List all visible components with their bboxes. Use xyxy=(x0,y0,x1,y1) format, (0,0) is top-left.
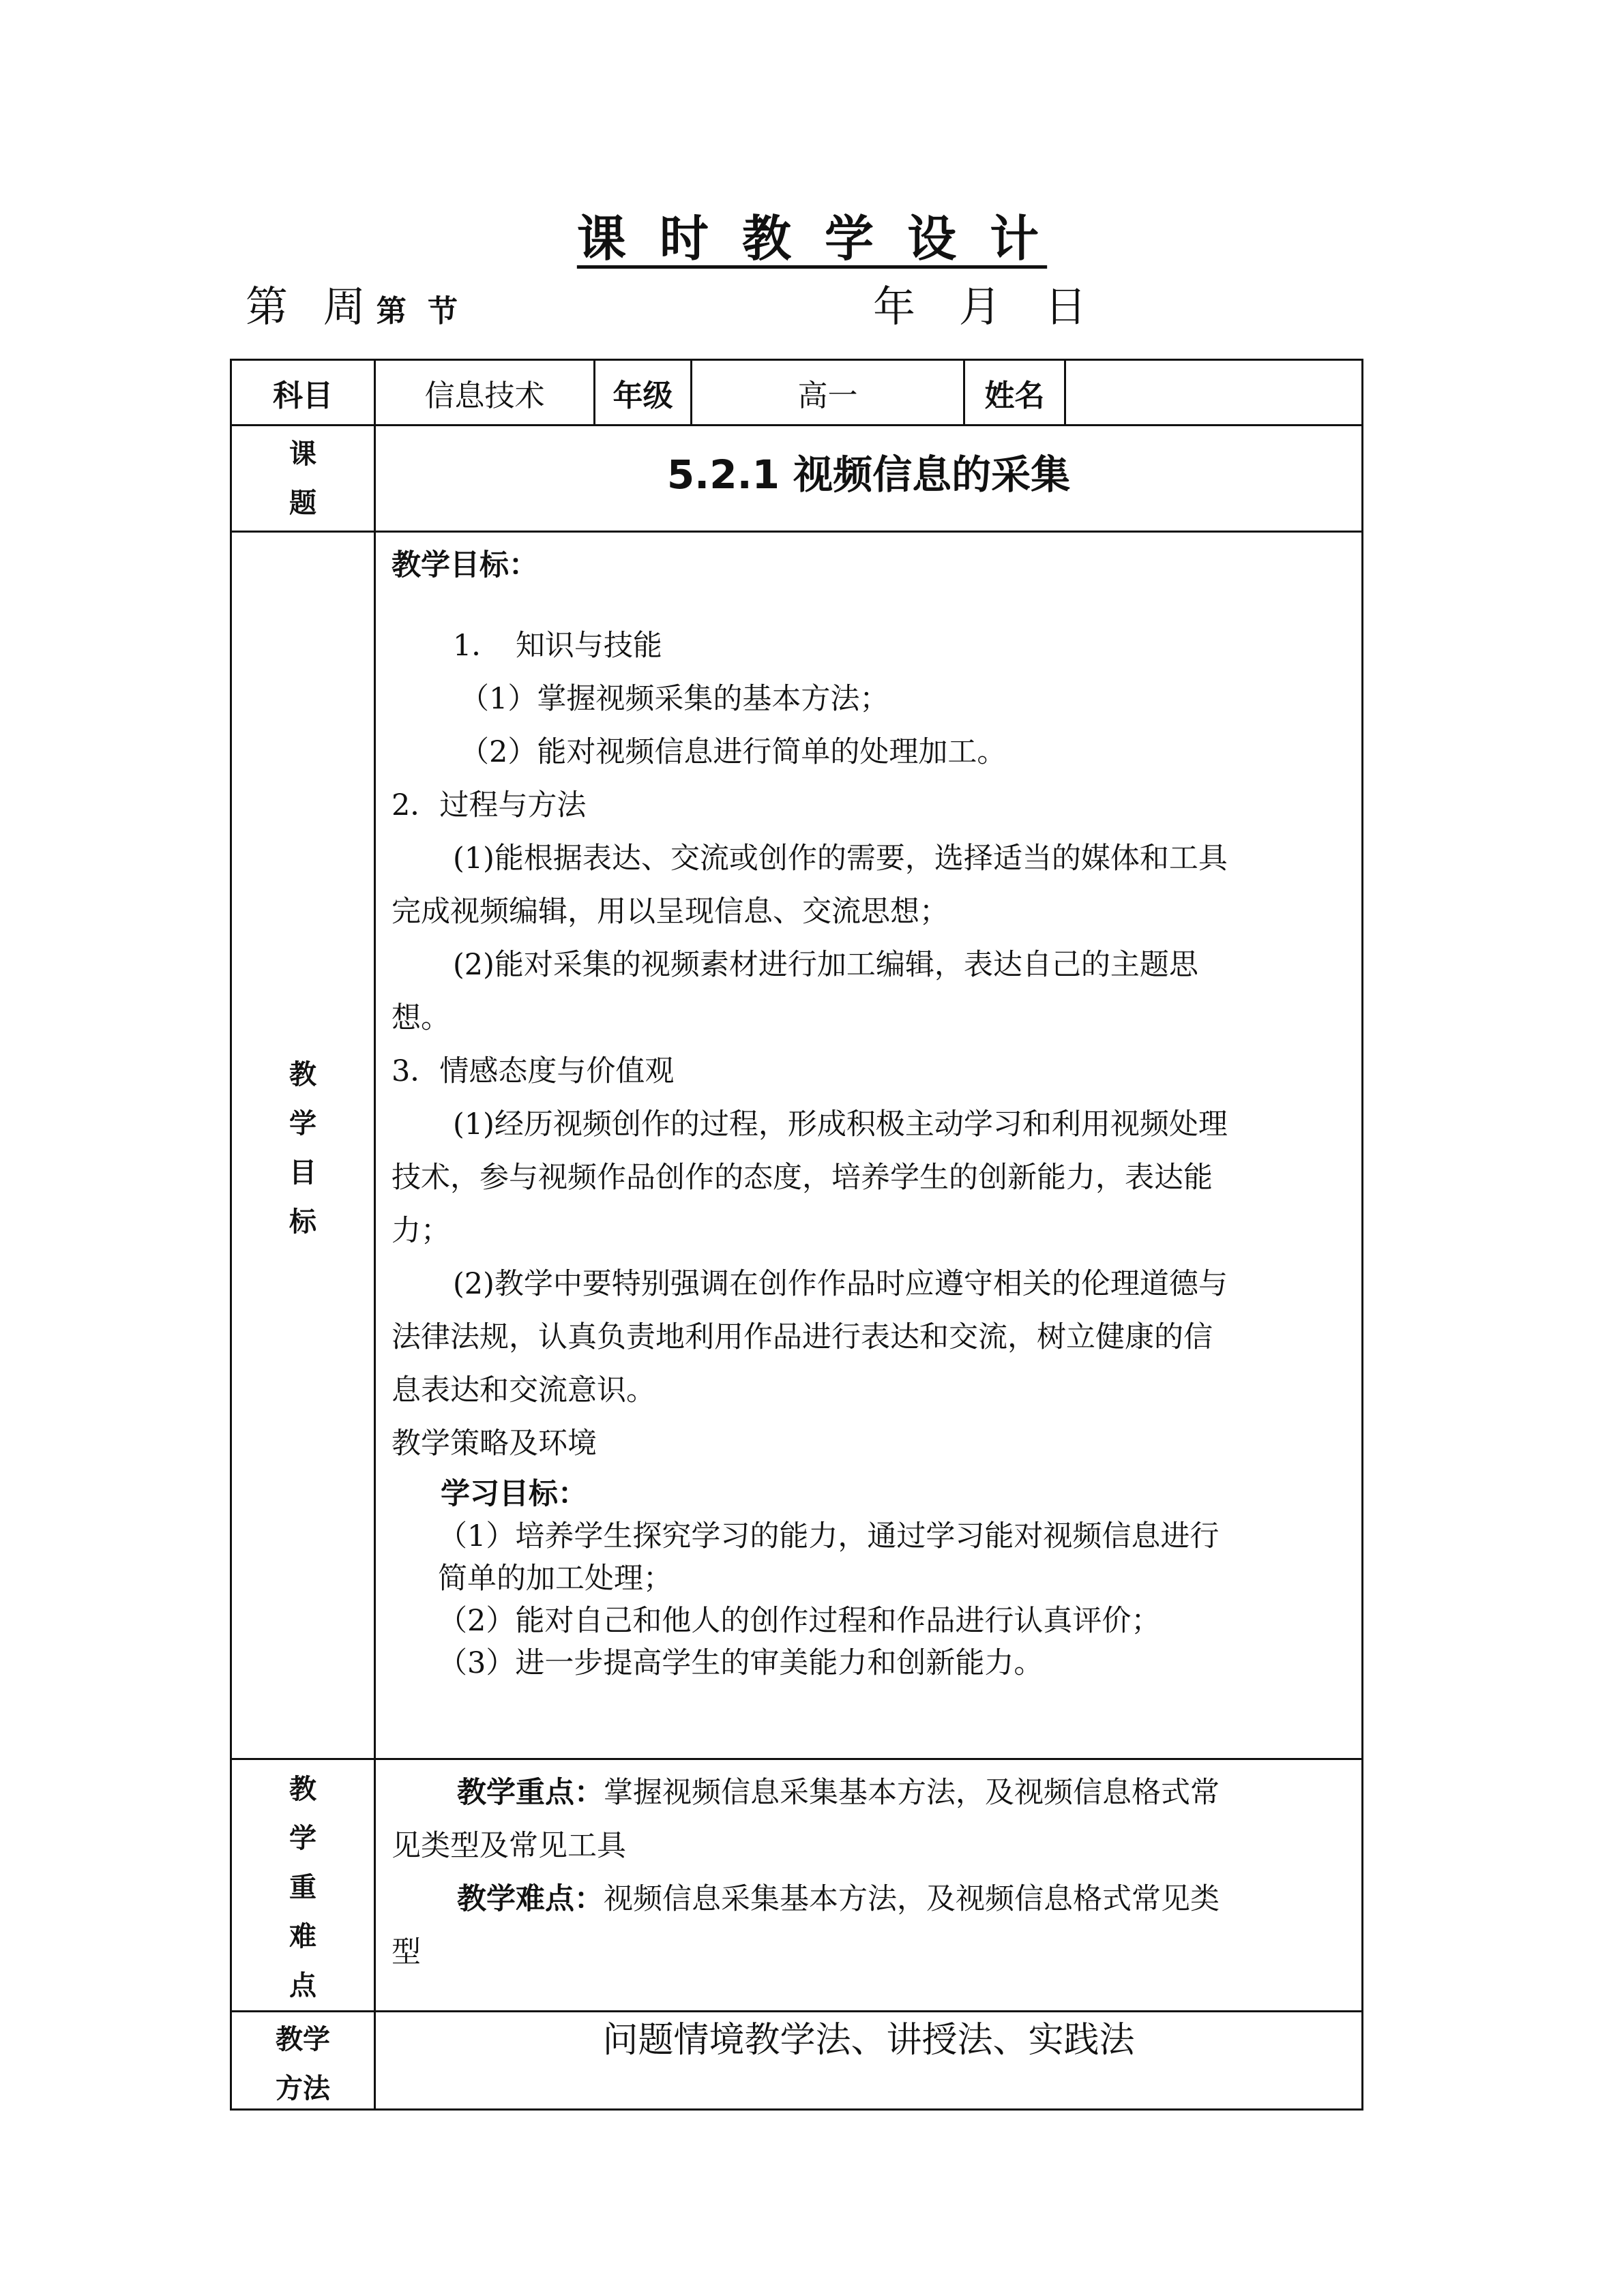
key-points-label: 教 学 重 难 点 xyxy=(289,1774,316,2001)
focus-text: 掌握视频信息采集基本方法，及视频信息格式常 xyxy=(604,1776,1220,1810)
strategy-heading: 教学策略及环境 xyxy=(392,1427,597,1461)
week-text: 第 周 xyxy=(246,282,377,331)
focus-label: 教学重点： xyxy=(457,1776,604,1810)
difficulty-line-b: 型 xyxy=(392,1935,421,1969)
focus-line-b: 见类型及常见工具 xyxy=(392,1829,626,1863)
learning-item-1b: 简单的加工处理； xyxy=(438,1562,673,1596)
subject-value: 信息技术 xyxy=(424,378,545,413)
emotion-item-2b: 法律法规，认真负责地利用作品进行表达和交流，树立健康的信 xyxy=(392,1320,1213,1354)
difficulty-text: 视频信息采集基本方法，及视频信息格式常见类 xyxy=(604,1882,1220,1916)
week-section-line xyxy=(246,273,463,333)
emotion-item-2a: (2)教学中要特别强调在创作作品时应遵守相关的伦理道德与 xyxy=(453,1267,1228,1301)
table-border-row1 xyxy=(230,424,1363,426)
process-item-2b: 想。 xyxy=(392,1001,450,1035)
table-border-row4 xyxy=(230,2010,1363,2012)
process-item-2a: (2)能对采集的视频素材进行加工编辑，表达自己的主题思 xyxy=(453,948,1198,982)
methods-value: 问题情境教学法、讲授法、实践法 xyxy=(602,2020,1135,2061)
emotion-item-1a: (1)经历视频创作的过程，形成积极主动学习和利用视频处理 xyxy=(453,1107,1228,1142)
process-title: 2．过程与方法 xyxy=(392,788,587,822)
name-label: 姓名 xyxy=(984,378,1045,413)
emotion-item-2c: 息表达和交流意识。 xyxy=(392,1373,655,1407)
knowledge-item-2: （2）能对视频信息进行简单的处理加工。 xyxy=(460,735,1007,769)
objectives-label: 教 学 目 标 xyxy=(289,1059,316,1238)
table-border-bottom xyxy=(230,2108,1363,2111)
difficulty-label: 教学难点： xyxy=(457,1882,604,1916)
learning-goals xyxy=(392,1473,1353,1684)
knowledge-item-1: （1）掌握视频采集的基本方法； xyxy=(460,682,889,716)
emotion-item-1c: 力； xyxy=(392,1214,450,1248)
table-border-right xyxy=(1361,359,1363,2111)
knowledge-title: 1． 知识与技能 xyxy=(453,629,662,663)
objectives-heading: 教学目标： xyxy=(392,548,538,582)
difficulty-line-a xyxy=(392,1873,1353,1926)
learning-item-2: （2）能对自己和他人的创作过程和作品进行认真评价； xyxy=(438,1604,1161,1638)
grade-value: 高一 xyxy=(797,378,858,413)
process-item-1b: 完成视频编辑，用以呈现信息、交流思想； xyxy=(392,895,949,929)
methods-label: 教学 方法 xyxy=(276,2024,330,2104)
table-border-row3 xyxy=(230,1758,1363,1760)
objectives-content xyxy=(392,539,1353,1684)
learning-item-3: （3）进一步提高学生的审美能力和创新能力。 xyxy=(438,1646,1044,1680)
grade-label: 年级 xyxy=(612,378,673,413)
emotion-title: 3．情感态度与价值观 xyxy=(392,1054,675,1088)
key-points-content xyxy=(392,1766,1353,1979)
learning-heading: 学习目标： xyxy=(441,1477,587,1511)
table-border-row2 xyxy=(230,531,1363,533)
page-title: 课 时 教 学 设 计 xyxy=(576,210,1048,267)
subject-label: 科目 xyxy=(273,378,333,413)
emotion-item-1b: 技术，参与视频作品创作的态度，培养学生的创新能力，表达能 xyxy=(392,1161,1213,1195)
table-border-label-col xyxy=(374,359,376,2111)
focus-line-a xyxy=(392,1766,1353,1819)
learning-item-1a: （1）培养学生探究学习的能力，通过学习能对视频信息进行 xyxy=(438,1519,1220,1553)
name-value xyxy=(1066,361,1361,424)
topic-label: 课 题 xyxy=(289,438,316,519)
section-text: 第 节 xyxy=(376,294,464,329)
process-item-1a: (1)能根据表达、交流或创作的需要，选择适当的媒体和工具 xyxy=(453,841,1228,876)
date-text: 年 月 日 xyxy=(873,282,1102,331)
lesson-title: 5.2.1 视频信息的采集 xyxy=(666,451,1071,498)
